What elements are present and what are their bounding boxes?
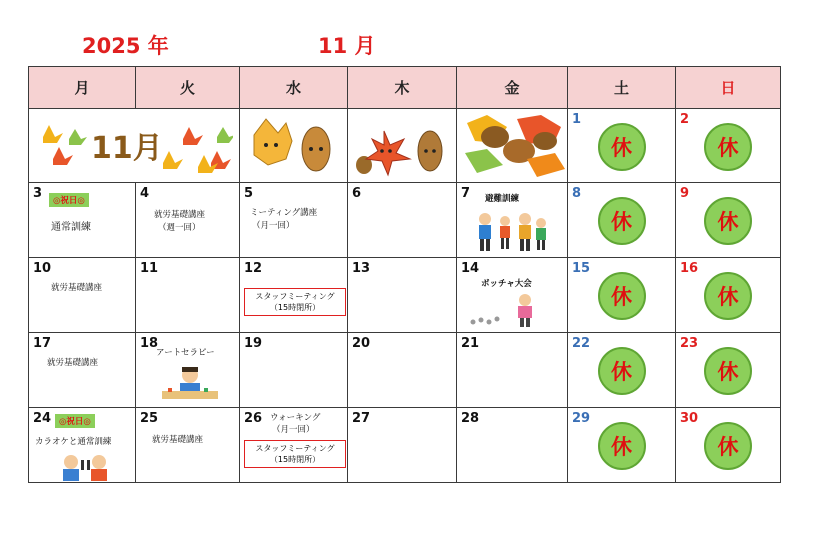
event-work-basics: 就労基礎講座	[51, 283, 103, 293]
day-number-30: 30	[680, 411, 699, 426]
event-evacuation-drill: 避難訓練	[485, 194, 520, 204]
event-boccia-tournament: ボッチャ大会	[481, 279, 532, 289]
day-cell-3	[29, 183, 136, 258]
day-number-7: 7	[461, 186, 471, 201]
calendar-month-title: 11 月	[318, 34, 376, 58]
calendar-year-title: 2025 年	[82, 34, 169, 58]
day-number-4: 4	[140, 186, 150, 201]
day-number-6: 6	[352, 186, 362, 201]
smiling-leaves-illustration	[246, 115, 342, 177]
weekday-sat: 土	[568, 67, 676, 109]
day-cell-10	[29, 258, 136, 333]
event-monthly-note: （月一回）	[252, 221, 295, 231]
day-cell-20	[348, 333, 457, 408]
day-cell-8	[568, 183, 676, 258]
banner-month-text: 11月	[91, 131, 163, 166]
day-cell-17	[29, 333, 136, 408]
day-number-27: 27	[352, 411, 371, 426]
day-cell-27	[348, 408, 457, 483]
day-cell-11	[136, 258, 240, 333]
rest-day-badge: 休	[704, 347, 752, 395]
maple-acorn-illustration	[354, 121, 450, 179]
week-row-3	[29, 258, 781, 333]
day-number-21: 21	[461, 336, 480, 351]
rest-day-badge: 休	[598, 347, 646, 395]
day-number-19: 19	[244, 336, 263, 351]
day-cell-7	[457, 183, 568, 258]
day-cell-22	[568, 333, 676, 408]
day-cell-21	[457, 333, 568, 408]
day-number-18: 18	[140, 336, 159, 351]
weekday-wed: 水	[240, 67, 348, 109]
day-number-8: 8	[572, 186, 582, 201]
day-cell-5	[240, 183, 348, 258]
weekday-header-row	[29, 67, 781, 109]
day-number-28: 28	[461, 411, 480, 426]
day-cell-2	[676, 109, 781, 183]
day-cell-23	[676, 333, 781, 408]
weekday-thu: 木	[348, 67, 457, 109]
day-cell-14	[457, 258, 568, 333]
day-cell-19	[240, 333, 348, 408]
week-row-5	[29, 408, 781, 483]
day-cell-thu-leaves	[348, 109, 457, 183]
day-number-20: 20	[352, 336, 371, 351]
week-row-1	[29, 109, 781, 183]
day-cell-26	[240, 408, 348, 483]
event-karaoke-training: カラオケと通常訓練	[35, 437, 112, 447]
day-number-9: 9	[680, 186, 690, 201]
day-number-3: 3	[33, 186, 43, 201]
day-cell-12	[240, 258, 348, 333]
day-cell-29	[568, 408, 676, 483]
day-number-11: 11	[140, 261, 159, 276]
day-number-15: 15	[572, 261, 591, 276]
rest-day-badge: 休	[598, 197, 646, 245]
day-cell-6	[348, 183, 457, 258]
day-number-13: 13	[352, 261, 371, 276]
closing-time-note: （15時閉所）	[269, 303, 321, 312]
day-number-22: 22	[572, 336, 591, 351]
rest-day-badge: 休	[704, 272, 752, 320]
event-meeting-course: ミーティング講座	[250, 208, 318, 218]
closing-time-note: （15時閉所）	[269, 455, 321, 464]
rest-day-badge: 休	[704, 197, 752, 245]
day-cell-28	[457, 408, 568, 483]
day-cell-wed-leaves	[240, 109, 348, 183]
day-cell-13	[348, 258, 457, 333]
weekday-fri: 金	[457, 67, 568, 109]
day-cell-4	[136, 183, 240, 258]
karaoke-singers-illustration	[53, 452, 117, 482]
calendar-grid	[28, 66, 781, 483]
event-work-basics: 就労基礎講座	[154, 210, 206, 220]
day-number-24: 24	[33, 411, 52, 426]
day-cell-30	[676, 408, 781, 483]
day-cell-24	[29, 408, 136, 483]
event-work-basics: 就労基礎講座	[152, 435, 204, 445]
day-cell-fri-autumn	[457, 109, 568, 183]
event-regular-training: 通常訓練	[51, 222, 91, 233]
day-cell-18	[136, 333, 240, 408]
rest-day-badge: 休	[704, 422, 752, 470]
day-number-2: 2	[680, 112, 690, 127]
day-cell-15	[568, 258, 676, 333]
day-number-14: 14	[461, 261, 480, 276]
evacuating-people-illustration	[473, 211, 549, 253]
day-number-16: 16	[680, 261, 699, 276]
staff-meeting-box	[244, 440, 346, 468]
staff-meeting-label: スタッフミーティング	[255, 444, 335, 453]
week-row-2	[29, 183, 781, 258]
event-walking: ウォーキング	[270, 413, 321, 423]
boccia-player-illustration	[469, 292, 549, 328]
autumn-banner-cell	[29, 109, 240, 183]
rest-day-badge: 休	[598, 272, 646, 320]
holiday-badge: ◎祝日◎	[55, 414, 95, 428]
day-number-1: 1	[572, 112, 582, 127]
staff-meeting-box	[244, 288, 346, 316]
day-cell-9	[676, 183, 781, 258]
holiday-badge: ◎祝日◎	[49, 193, 89, 207]
weekday-tue: 火	[136, 67, 240, 109]
day-cell-1	[568, 109, 676, 183]
day-number-12: 12	[244, 261, 263, 276]
art-therapy-child-illustration	[158, 363, 222, 403]
day-cell-16	[676, 258, 781, 333]
day-number-29: 29	[572, 411, 591, 426]
event-art-therapy: アートセラピー	[156, 348, 215, 358]
event-monthly-note: （月一回）	[272, 425, 315, 435]
rest-day-badge: 休	[704, 123, 752, 171]
event-weekly-note: （週一回）	[158, 223, 201, 233]
day-number-23: 23	[680, 336, 699, 351]
rest-day-badge: 休	[598, 123, 646, 171]
rest-day-badge: 休	[598, 422, 646, 470]
autumn-harvest-illustration	[457, 113, 567, 181]
day-number-26: 26	[244, 411, 263, 426]
day-cell-25	[136, 408, 240, 483]
weekday-sun: 日	[676, 67, 781, 109]
staff-meeting-label: スタッフミーティング	[255, 292, 335, 301]
weekday-mon: 月	[29, 67, 136, 109]
day-number-25: 25	[140, 411, 159, 426]
week-row-4	[29, 333, 781, 408]
event-work-basics: 就労基礎講座	[47, 358, 99, 368]
day-number-10: 10	[33, 261, 52, 276]
day-number-5: 5	[244, 186, 254, 201]
day-number-17: 17	[33, 336, 52, 351]
